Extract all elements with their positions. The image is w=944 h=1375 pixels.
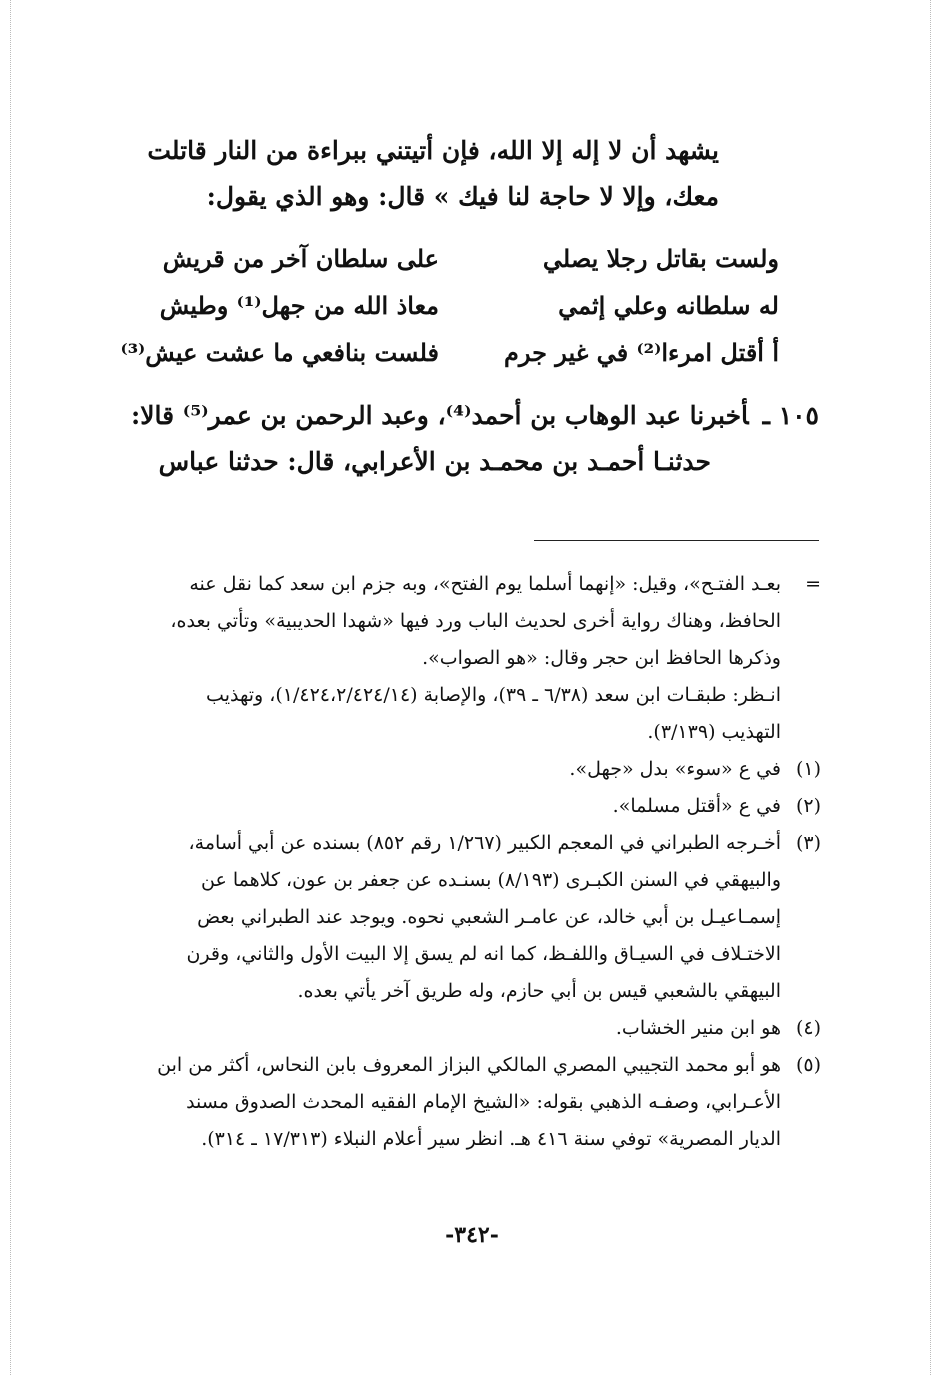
verse-row	[129, 235, 779, 282]
footnote-line: انـظر: طبقـات ابن سعد (٦/٣٨ ـ ٣٩)، والإصابة (١/٤٢٤،٢/٤٢٤/١٤)، وتهذيب	[206, 684, 781, 706]
footnote-marker: =	[805, 573, 821, 595]
hadith-text-1: أخبرنا عبد الوهاب بن أحمد⁽⁴⁾، وعبد الرحمن بن عمر⁽⁵⁾ قالا:	[131, 401, 749, 430]
footnote-separator	[534, 540, 819, 541]
hadith-line-1	[119, 393, 819, 439]
footnote-line: هو ابن منير الخشاب.	[615, 1017, 781, 1039]
verse-row	[120, 329, 779, 376]
intro-line-2: معك، وإلا لا حاجة لنا فيك » قال: وهو الذي يقول:	[206, 182, 719, 211]
footnote-marker: (٣)	[795, 832, 821, 854]
footnote-text	[121, 751, 781, 788]
footnote-line: الاختـلاف في السيـاق واللفـظ، كما انه لم يسق إلا البيت الأول والثاني، وقرن	[186, 943, 781, 965]
footnote-text	[121, 1010, 781, 1047]
verse-hemistich-left: فلست بنافعي ما عشت عيش⁽³⁾	[120, 338, 439, 367]
footnote-2	[121, 788, 821, 825]
poem-verses	[120, 235, 779, 376]
footnote-line: أخـرجه الطبراني في المعجم الكبير (١/٢٦٧ رقم ٨٥٢) بسنده عن أبي أسامة،	[188, 832, 781, 854]
footnote-marker: (٥)	[795, 1054, 821, 1076]
footnote-line: في ع «أقتل مسلما».	[612, 795, 781, 817]
footnote-line: التهذيب (٣/١٣٩).	[647, 721, 781, 743]
footnote-text	[121, 1047, 781, 1158]
footnote-marker: (٢)	[795, 795, 821, 817]
hadith-number: ١٠٥ ـ	[762, 401, 819, 430]
footnote-5	[121, 1047, 821, 1158]
verse-hemistich-left: على سلطان آخر من قريش	[162, 244, 439, 273]
footnote-line: والبيهقي في السنن الكبـرى (٨/١٩٣) بسنـده عن جعفر بن عون، كلاهما عن	[200, 869, 781, 891]
page-number: -٣٤٢-	[445, 1222, 499, 1248]
footnote-line: هو أبو محمد التجيبي المصري المالكي البزاز المعروف بابن النحاس، أكثر من ابن	[157, 1054, 781, 1076]
footnote-line: البيهقي بالشعبي قيس بن أبي حازم، وله طريق آخر يأتي بعده.	[297, 980, 781, 1002]
footnote-1	[121, 751, 821, 788]
verse-hemistich-left: معاذ الله من جهل⁽¹⁾ وطيش	[159, 291, 439, 320]
verse-hemistich-right: أ أقتل امرءا⁽²⁾ في غير جرم	[504, 338, 779, 367]
footnote-4	[121, 1010, 821, 1047]
footnote-marker: (١)	[795, 758, 821, 780]
footnote-text	[121, 825, 781, 1010]
footnote-line: في ع «سوء» بدل «جهل».	[569, 758, 781, 780]
verse-row	[129, 282, 779, 329]
intro-paragraph	[119, 128, 719, 220]
footnote-text	[121, 566, 781, 751]
footnote-line: الديار المصرية» توفي سنة ٤١٦ هـ. انظر سير أعلام النبلاء (١٧/٣١٣ ـ ٣١٤).	[201, 1128, 781, 1150]
intro-line-1: يشهد أن لا إله إلا الله، فإن أتيتني ببراءة من النار قاتلت	[147, 136, 719, 165]
footnote-continuation	[121, 566, 821, 751]
footnote-line: إسمـاعيـل بن أبي خالد، عن عامـر الشعبي نحوه. ويوجد عند الطبراني بعض	[197, 906, 781, 928]
footnote-3	[121, 825, 821, 1010]
hadith-line-2: حدثنـا أحمـد بن محمـد بن الأعرابي، قال: حدثنا عباس	[158, 447, 711, 476]
footnote-line: وذكرها الحافظ ابن حجر وقال: «هو الصواب».	[422, 647, 781, 669]
verse-hemistich-right: له سلطانه وعلي إثمي	[558, 291, 779, 320]
footnote-line: الأعـرابي، وصفـه الذهبي بقوله: «الشيخ الإمام الفقيه المحدث الصدوق مسند	[186, 1091, 781, 1113]
scan-edge-left	[10, 0, 11, 1375]
footnote-line: الحافظ، وهناك رواية أخرى لحديث الباب ورد فيها «شهدا الحديبية» وتأتي بعده،	[170, 610, 781, 632]
verse-hemistich-right: ولست بقاتل رجلا يصلي	[542, 244, 779, 273]
footnote-marker: (٤)	[795, 1017, 821, 1039]
hadith-paragraph	[119, 393, 819, 485]
footnotes	[121, 566, 821, 1158]
footnote-line: بعـد الفتـح»، وقيل: «إنهما أسلما يوم الفتح»، وبه جزم ابن سعد كما نقل عنه	[189, 573, 781, 595]
scan-edge-right	[930, 0, 931, 1375]
footnote-text	[121, 788, 781, 825]
